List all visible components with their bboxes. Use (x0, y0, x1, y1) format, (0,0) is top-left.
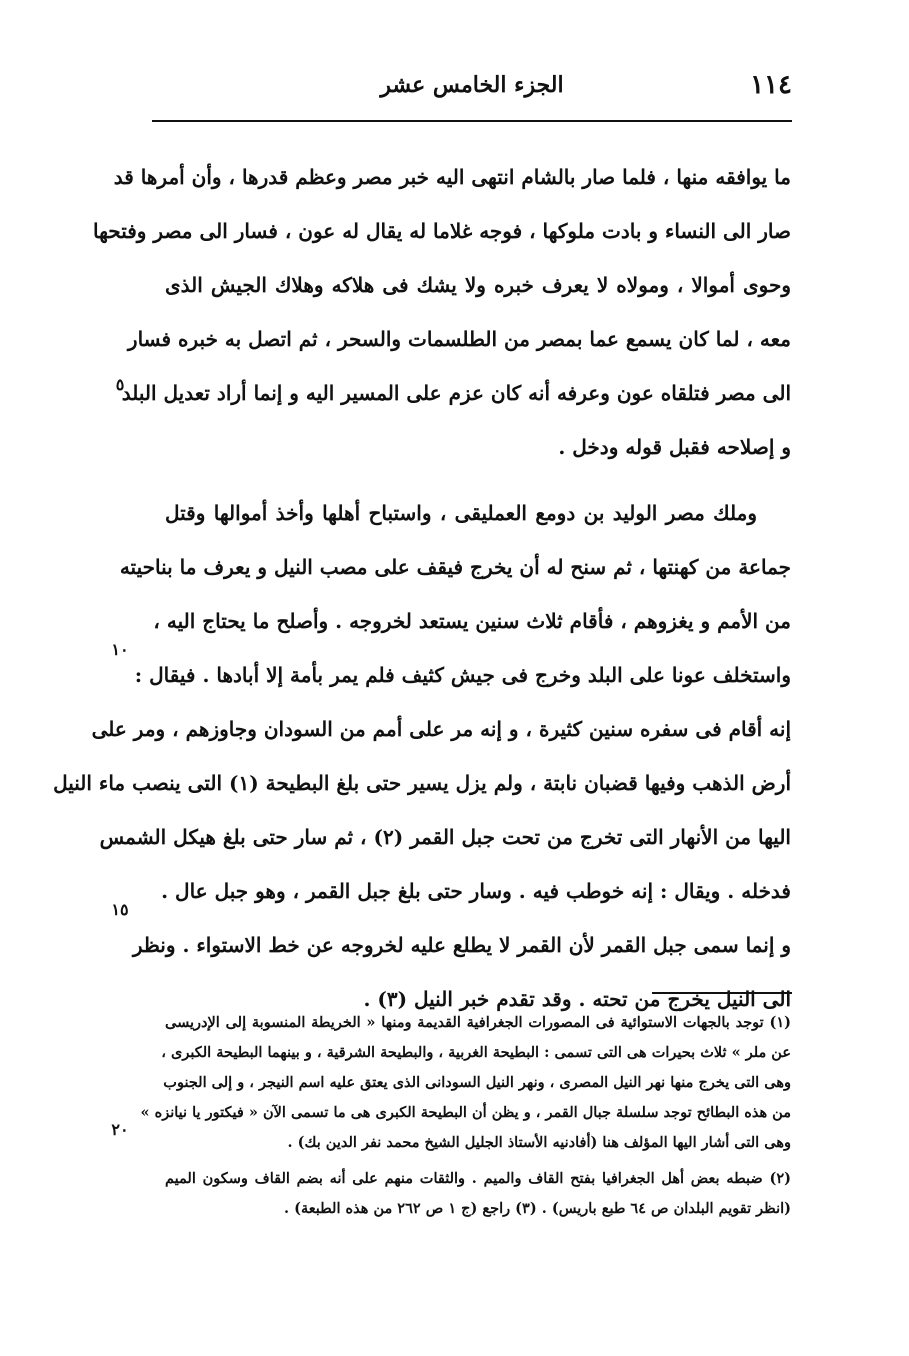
footnote-line: وهى التى أشار اليها المؤلف هنا (أفادنيه الأستاذ الجليل الشيخ محمد نفر الدين بك) . (287, 1134, 791, 1151)
body-line: معه ، لما كان يسمع عما بمصر من الطلسمات والسحر ، ثم اتصل به خبره فسار (127, 327, 791, 351)
running-title: الجزء الخامس عشر (380, 72, 564, 98)
margin-line-number: ٥ (115, 375, 125, 394)
body-line: اليها من الأنهار التى تخرج من تحت جبل القمر (٢) ، ثم سار حتى بلغ هيكل الشمس (99, 825, 791, 849)
margin-line-number: ١٥ (111, 900, 129, 919)
body-line: صار الى النساء و بادت ملوكها ، فوجه غلاما له يقال له عون ، فسار الى مصر وفتحها (92, 219, 791, 243)
margin-line-number: ١٠ (111, 640, 129, 659)
body-line: جماعة من كهنتها ، ثم سنح له أن يخرج فيقف على مصب النيل و يعرف ما بناحيته (119, 555, 791, 579)
footnotes (140, 1008, 791, 1224)
footnote-line: (٢) ضبطه بعض أهل الجغرافيا بفتح القاف والميم . والثقات منهم على أنه بضم القاف وسكون الميم (165, 1170, 791, 1187)
footnote-line: من هذه البطائح توجد سلسلة جبال القمر ، و يظن أن البطيحة الكبرى هى ما تسمى الآن « فيكتور يا نيانزه » (140, 1104, 791, 1121)
footnote-line: (انظر تقويم البلدان ص ٦٤ طبع باريس) . (٣) راجع (ج ١ ص ٢٦٢ من هذه الطبعة) . (284, 1200, 791, 1217)
body-line: إنه أقام فى سفره سنين كثيرة ، و إنه مر على أمم من السودان وجاوزهم ، ومر على (91, 717, 791, 741)
body-line: أرض الذهب وفيها قضبان نابتة ، ولم يزل يسير حتى بلغ البطيحة (١) التى ينصب ماء النيل (53, 771, 791, 795)
body-line: و إنما سمى جبل القمر لأن القمر لا يطلع عليه لخروجه عن خط الاستواء . ونظر (132, 933, 791, 957)
body-line: من الأمم و يغزوهم ، فأقام ثلاث سنين يستعد لخروجه . وأصلح ما يحتاج اليه ، (153, 609, 791, 633)
page-number: ١١٤ (750, 70, 792, 100)
body-line: الى مصر فتلقاه عون وعرفه أنه كان عزم على المسير اليه و إنما أراد تعديل البلد (121, 381, 791, 405)
footnote-line: وهى التى يخرج منها نهر النيل المصرى ، ونهر النيل السودانى الذى يعتق عليه اسم النيجر ، و إلى الجنوب (163, 1074, 791, 1091)
paragraph-gap (165, 474, 791, 486)
page-header (152, 64, 792, 122)
body-line: وملك مصر الوليد بن دومع العمليقى ، واستباح أهلها وأخذ أموالها وقتل (165, 501, 757, 525)
body-line: ما يوافقه منها ، فلما صار بالشام انتهى اليه خبر مصر وعظم قدرها ، وأن أمرها قد (113, 165, 791, 189)
footnote-rule (652, 992, 792, 994)
body-line: وحوى أموالا ، ومولاه لا يعرف خبره ولا يشك فى هلاكه وهلاك الجيش الذى (165, 273, 791, 297)
body-line: الى النيل يخرج من تحته . وقد تقدم خبر النيل (٣) . (363, 987, 791, 1011)
header-rule (152, 120, 792, 122)
body-line: واستخلف عونا على البلد وخرج فى جيش كثيف فلم يمر بأمة إلا أبادها . فيقال : (134, 663, 791, 687)
body-line: و إصلاحه فقبل قوله ودخل . (558, 435, 791, 459)
footnote-line: عن ملر » ثلاث بحيرات هى التى تسمى : البطيحة الغربية ، والبطيحة الشرقية ، و بينهما البطيحة الكبرى ، (161, 1044, 791, 1061)
footnote-line: (١) توجد بالجهات الاستوائية فى المصورات الجغرافية القديمة ومنها « الخريطة المنسوبة إلى الإدريسى (165, 1014, 791, 1031)
margin-line-number: ٢٠ (111, 1120, 129, 1139)
body-line: فدخله . ويقال : إنه خوطب فيه . وسار حتى بلغ جبل القمر ، وهو جبل عال . (161, 879, 791, 903)
